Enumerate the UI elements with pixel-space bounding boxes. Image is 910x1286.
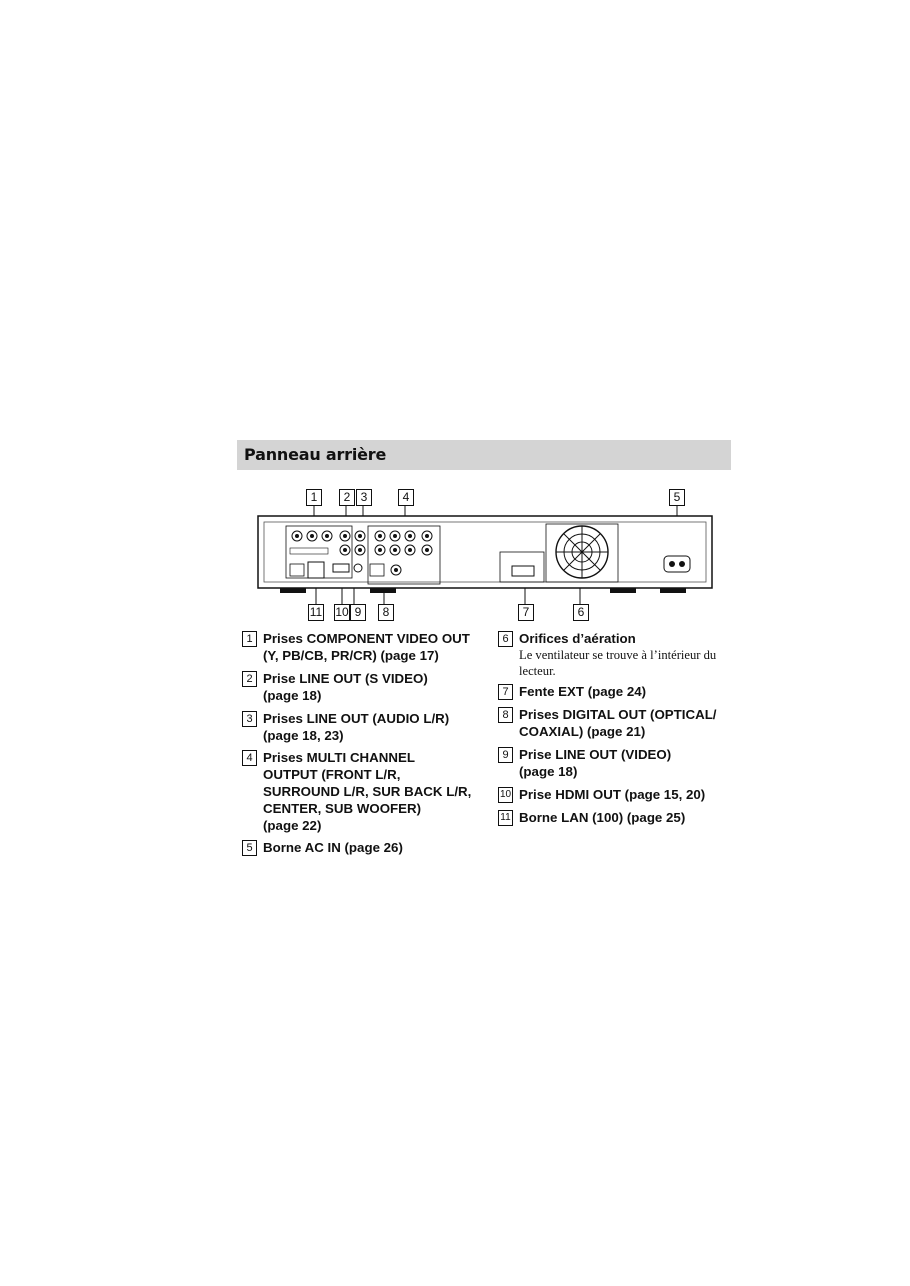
rear-panel-illustration [250,486,720,622]
item-title: Borne LAN (100) (page 25) [519,810,686,825]
callout-3: 3 [356,489,372,506]
callout-10: 10 [335,605,349,619]
item-description: Le ventilateur se trouve à l’intérieur du [519,648,717,662]
item-number: 2 [242,671,257,687]
item-title: (page 22) [263,818,322,833]
item-title: (page 18) [263,688,322,703]
section-header [237,440,731,470]
item-number: 11 [498,810,513,826]
item-title: SURROUND L/R, SUR BACK L/R, [263,784,472,799]
item-title: (page 18) [519,764,578,779]
callout-9: 9 [350,604,366,621]
item-number: 6 [498,631,513,647]
item-title: Prise HDMI OUT (page 15, 20) [519,787,706,802]
item-number: 4 [242,750,257,766]
callout-5: 5 [669,489,685,506]
item-title: Prises COMPONENT VIDEO OUT [263,631,470,646]
item-title: Prise LINE OUT (VIDEO) [519,747,672,762]
item-title: Prises MULTI CHANNEL [263,750,415,765]
callout-2: 2 [339,489,355,506]
item-title: Borne AC IN (page 26) [263,840,403,855]
item-number: 7 [498,684,513,700]
item-number: 9 [498,747,513,763]
item-title: Orifices d’aération [519,631,636,646]
item-number: 1 [242,631,257,647]
callout-8: 8 [378,604,394,621]
item-description: lecteur. [519,664,556,678]
item-title: Fente EXT (page 24) [519,684,647,699]
item-title: Prises LINE OUT (AUDIO L/R) [263,711,450,726]
rear-panel-diagram [250,486,720,622]
item-number: 8 [498,707,513,723]
item-title: Prise LINE OUT (S VIDEO) [263,671,428,686]
callout-7: 7 [518,604,534,621]
item-number: 5 [242,840,257,856]
item-title: CENTER, SUB WOOFER) [263,801,422,816]
callout-4: 4 [398,489,414,506]
item-number: 10 [498,787,513,803]
callout-6: 6 [573,604,589,621]
item-title: (page 18, 23) [263,728,344,743]
callout-1: 1 [306,489,322,506]
callout-11: 11 [309,605,323,619]
item-title: (Y, PB/CB, PR/CR) (page 17) [263,648,439,663]
item-title: OUTPUT (FRONT L/R, [263,767,401,782]
item-number: 3 [242,711,257,727]
item-title: COAXIAL) (page 21) [519,724,646,739]
section-title: Panneau arrière [244,445,387,464]
item-title: Prises DIGITAL OUT (OPTICAL/ [519,707,717,722]
